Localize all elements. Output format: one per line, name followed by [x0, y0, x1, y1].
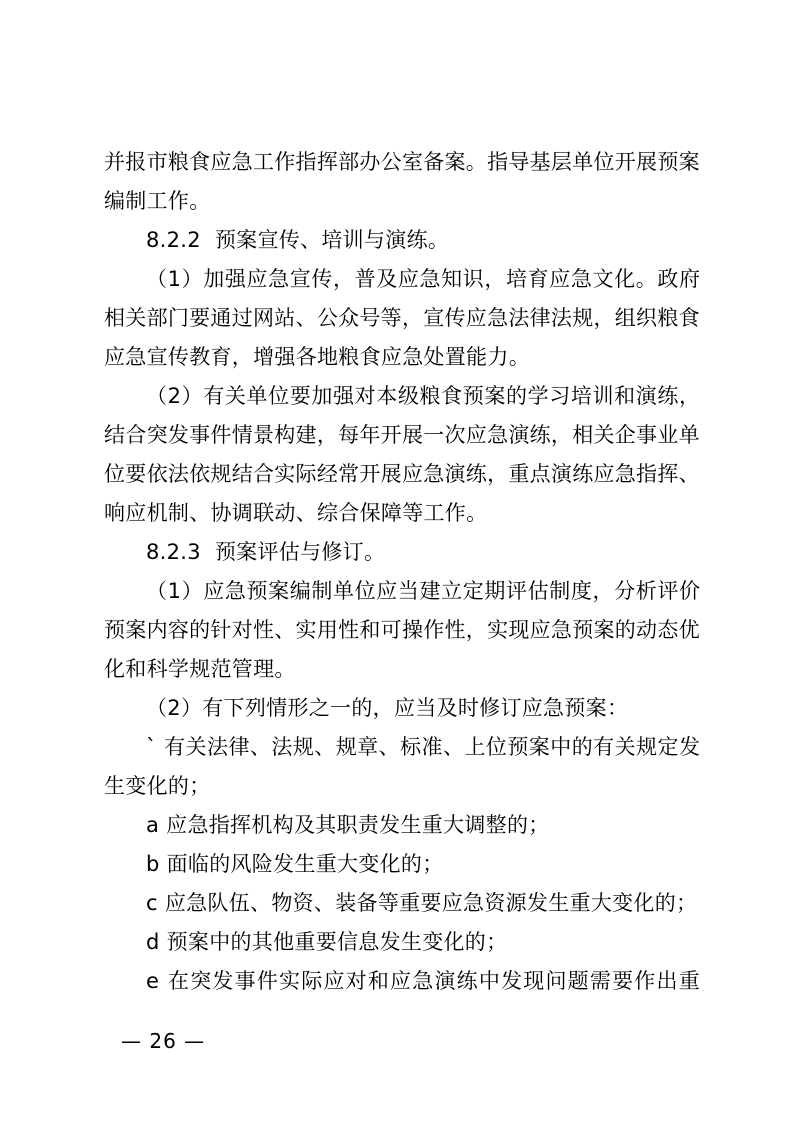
- text-line: 化和科学规范管理。: [104, 657, 296, 681]
- text-line: （ 2 ） 有 关 单 位 要 加 强 对 本 级 粮 食 预 案 的 学 习 培 训 和 演 练 ，: [146, 384, 700, 408]
- text-line: （ 1 ） 应 急 预 案 编 制 单 位 应 当 建 立 定 期 评 估 制 度 ， 分 析 评 价: [146, 579, 700, 603]
- text-line: 位 要 依 法 依 规 结 合 实 际 经 常 开 展 应 急 演 练 ， 重 点 演 练 应 急 指 挥 、: [104, 462, 700, 486]
- text-line: 8.2.2 预案宣传、培训与演练。: [146, 228, 450, 252]
- text-line: 相 关 部 门 要 通 过 网 站 、 公 众 号 等 ， 宣 传 应 急 法 律 法 规 ， 组 织 粮 食: [104, 306, 700, 330]
- text-line: a 应急指挥机构及其职责发生重大调整的；: [146, 813, 550, 837]
- text-line: （2）有下列情形之一的，应当及时修订应急预案：: [146, 696, 629, 720]
- text-line: 编制工作。: [104, 189, 211, 213]
- text-line: 预 案 内 容 的 针 对 性 、 实 用 性 和 可 操 作 性 ， 实 现 应 急 预 案 的 动 态 优: [104, 618, 700, 642]
- text-line: b 面临的风险发生重大变化的；: [146, 852, 444, 876]
- text-line: 响应机制、协调联动、综合保障等工作。: [104, 501, 488, 525]
- page-number: — 26 —: [121, 1029, 206, 1053]
- page-footer: [121, 1026, 205, 1056]
- text-line: d 预案中的其他重要信息发生变化的；: [146, 930, 508, 954]
- text-line: 生变化的；: [104, 774, 211, 798]
- text-line: c 应急队伍、物资、装备等重要应急资源发生重大变化的；: [146, 891, 698, 915]
- text-line: 应急宣传教育，增强各地粮食应急处置能力。: [104, 345, 530, 369]
- document-body: [104, 143, 700, 1001]
- text-line: （ 1 ） 加 强 应 急 宣 传 ， 普 及 应 急 知 识 ， 培 育 应 急 文 化 。 政 府: [146, 267, 700, 291]
- text-line: 结 合 突 发 事 件 情 景 构 建 ， 每 年 开 展 一 次 应 急 演 练 ， 相 关 企 事 业 单: [104, 423, 700, 447]
- text-line: 8.2.3 预案评估与修订。: [146, 540, 386, 564]
- text-line: 并 报 市 粮 食 应 急 工 作 指 挥 部 办 公 室 备 案 。 指 导 基 层 单 位 开 展 预 案: [104, 150, 700, 174]
- text-line: ` 有 关 法 律 、 法 规 、 规 章 、 标 准 、 上 位 预 案 中 的 有 关 规 定 发: [146, 735, 700, 759]
- text-line: e 在 突 发 事 件 实 际 应 对 和 应 急 演 练 中 发 现 问 题 需 要 作 出 重: [146, 969, 700, 993]
